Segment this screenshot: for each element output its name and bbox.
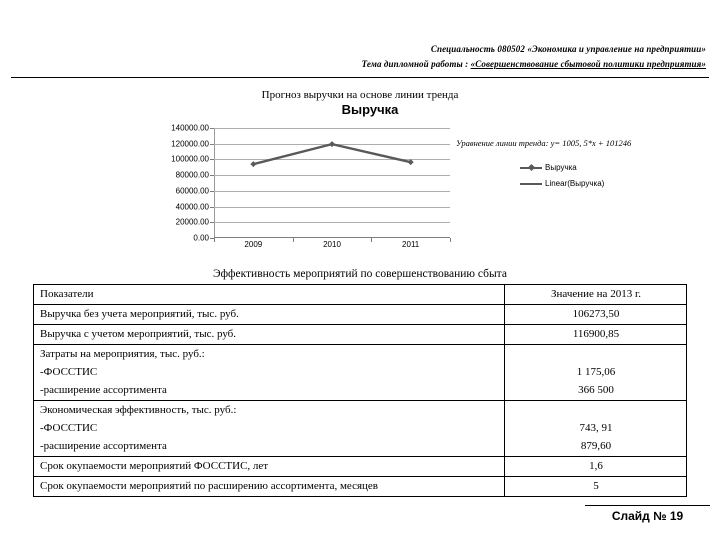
header-thesis-line <box>0 57 720 72</box>
table-cell-subitem: -ФОССТИС <box>40 422 98 434</box>
table-cell-indicator <box>34 457 505 477</box>
table-cell-subvalue: 366 500 <box>578 384 614 396</box>
chart-x-tick-mark <box>371 238 372 242</box>
table-column-header-value: Значение на 2013 г. <box>505 285 687 305</box>
table-cell-indicator-text: Срок окупаемости мероприятий по расширению ассортимента, месяцев <box>40 480 378 492</box>
table-cell-indicator <box>34 345 505 401</box>
chart-y-tick-label: 80000.00 <box>175 170 209 180</box>
chart-legend <box>520 160 604 192</box>
chart-data-point <box>250 161 256 167</box>
slide-number-label: Слайд № 19 <box>611 509 684 523</box>
footer-divider <box>585 505 710 506</box>
chart-series-layer <box>214 128 450 238</box>
table-cell-value-text <box>595 348 598 360</box>
table-cell-indicator-text: Затраты на мероприятия, тыс. руб.: <box>40 348 205 360</box>
legend-item-series-label: Выручка <box>545 163 577 172</box>
table-cell-value <box>505 305 687 325</box>
table-column-header-indicator: Показатели <box>34 285 505 305</box>
table-cell-subitem: -расширение ассортимента <box>40 440 167 452</box>
table-row <box>34 477 687 497</box>
chart-y-tick-label: 120000.00 <box>171 139 209 149</box>
chart-series-line <box>253 144 410 164</box>
chart-y-tick-label: 100000.00 <box>171 154 209 164</box>
legend-item-trendline-label: Linear(Выручка) <box>545 179 605 188</box>
table-cell-indicator-text: Экономическая эффективность, тыс. руб.: <box>40 404 237 416</box>
table-cell-value <box>505 401 687 457</box>
legend-item-series <box>520 160 604 176</box>
chart-data-point <box>408 159 414 165</box>
table-row <box>34 305 687 325</box>
table-row <box>34 325 687 345</box>
chart-x-tick-mark <box>293 238 294 242</box>
slide-heading: Прогноз выручки на основе линии тренда <box>261 89 459 101</box>
chart-plot-area <box>171 123 450 249</box>
table-caption: Эффективность мероприятий по совершенствованию сбыта <box>213 268 507 280</box>
chart-x-tick-label: 2009 <box>244 240 263 249</box>
table-cell-indicator <box>34 401 505 457</box>
table-header-row <box>34 285 687 305</box>
table-cell-value-text: 116900,85 <box>572 328 620 340</box>
table-cell-value <box>505 325 687 345</box>
table-cell-subitem: -расширение ассортимента <box>40 384 167 396</box>
table-cell-subvalue: 879,60 <box>580 440 612 452</box>
revenue-forecast-chart <box>150 100 570 255</box>
table-cell-subvalue: 1 175,06 <box>576 366 616 378</box>
header-thesis-prefix: Тема дипломной работы : <box>361 59 471 69</box>
chart-data-point <box>329 141 335 147</box>
table-row <box>34 401 687 457</box>
table-cell-value-text: 106273,50 <box>572 308 620 320</box>
chart-x-tick-label: 2011 <box>402 240 420 249</box>
header-specialty-text: Специальность 080502 «Экономика и управление на предприятии» <box>430 44 706 54</box>
table-cell-value-text: 1,6 <box>589 460 603 472</box>
trendline-equation-label: Уравнение линии тренда: y= 1005, 5*x + 101246 <box>456 138 632 148</box>
header-thesis-topic: «Совершенствование сбытовой политики предприятия» <box>470 59 706 69</box>
chart-x-tick-label: 2010 <box>323 240 341 249</box>
legend-line-icon <box>520 179 542 189</box>
chart-y-tick-label: 0.00 <box>193 233 209 243</box>
table-cell-subvalue: 743, 91 <box>579 422 613 434</box>
table-cell-indicator <box>34 325 505 345</box>
header-specialty-line <box>0 42 720 57</box>
table-cell-subitem: -ФОССТИС <box>40 366 98 378</box>
chart-y-tick-label: 140000.00 <box>171 123 209 133</box>
table-cell-indicator <box>34 305 505 325</box>
header-divider <box>11 77 709 78</box>
table-cell-indicator-text: Выручка с учетом мероприятий, тыс. руб. <box>40 328 237 340</box>
chart-y-tick-label: 40000.00 <box>175 202 209 212</box>
table-cell-indicator-text: Срок окупаемости мероприятий ФОССТИС, лет <box>40 460 269 472</box>
chart-y-tick-label: 20000.00 <box>175 217 209 227</box>
table-cell-value-text <box>595 404 598 416</box>
table-cell-value-text: 5 <box>593 480 599 492</box>
table-row <box>34 457 687 477</box>
table-row <box>34 345 687 401</box>
table-cell-indicator-text: Выручка без учета мероприятий, тыс. руб. <box>40 308 239 320</box>
legend-line-marker-icon <box>520 163 542 173</box>
effectiveness-table <box>33 284 687 497</box>
chart-title: Выручка <box>341 102 399 117</box>
legend-item-trendline <box>520 176 604 192</box>
table-cell-value <box>505 345 687 401</box>
table-cell-value <box>505 477 687 497</box>
table-cell-indicator <box>34 477 505 497</box>
chart-x-tick-mark <box>214 238 215 242</box>
chart-y-tick-label: 60000.00 <box>175 186 209 196</box>
table-cell-value <box>505 457 687 477</box>
chart-x-tick-mark <box>450 238 451 242</box>
slide-header <box>0 42 720 72</box>
